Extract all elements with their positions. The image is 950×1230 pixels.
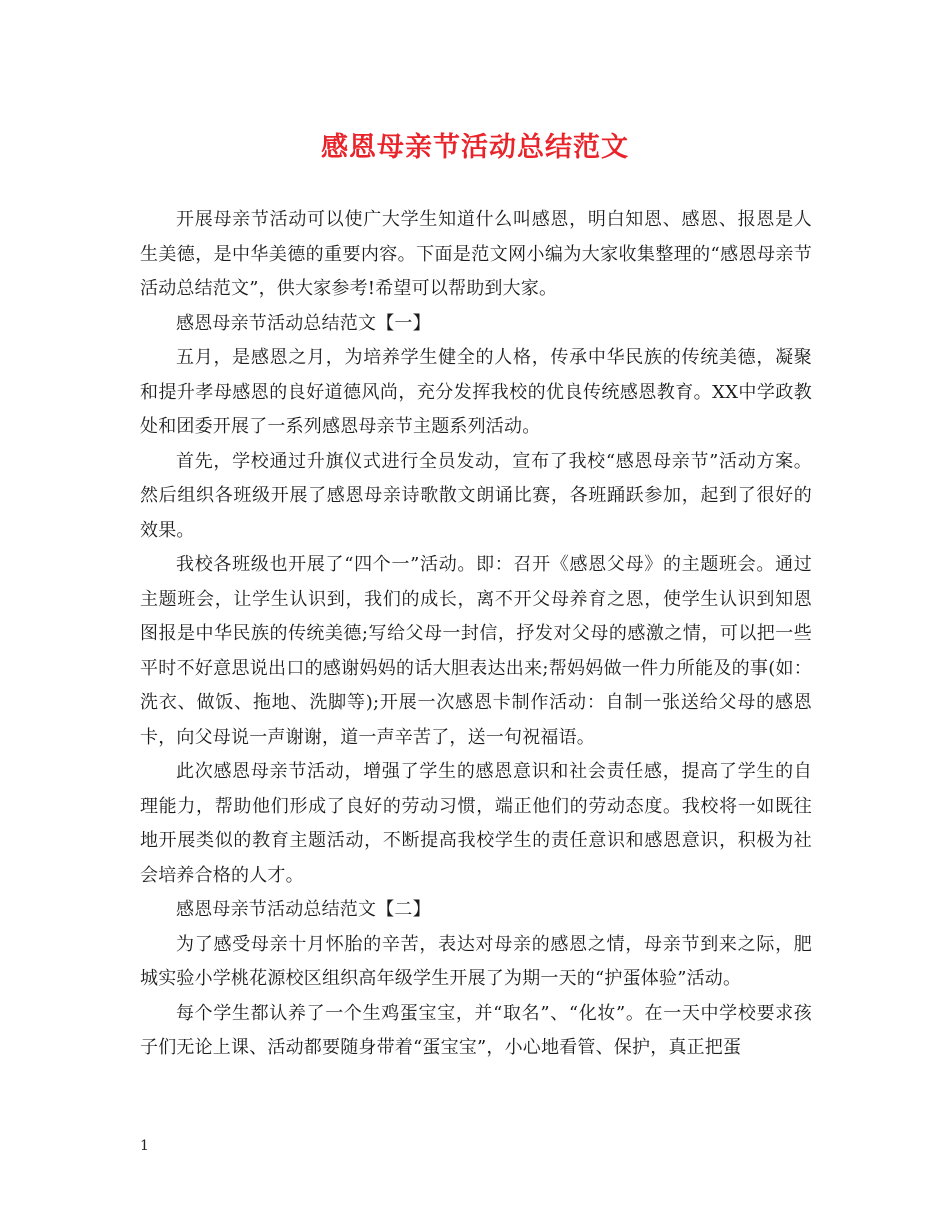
body-paragraph: 五月，是感恩之月，为培养学生健全的人格，传承中华民族的传统美德，凝聚和提升孝母感恩的良好道德风尚，充分发挥我校的优良传统感恩教育。XX中学政教处和团委开展了一系列感恩母亲节主题系列活动。 (140, 347, 812, 437)
body-paragraph: 此次感恩母亲节活动，增强了学生的感恩意识和社会责任感，提高了学生的自理能力，帮助他们形成了良好的劳动习惯，端正他们的劳动态度。我校将一如既往地开展类似的教育主题活动，不断提高我校学生的责任意识和感恩意识，积极为社会培养合格的人才。 (140, 761, 812, 886)
section-heading-1: 感恩母亲节活动总结范文【一】 (176, 312, 431, 334)
document-body (140, 203, 812, 1066)
intro-paragraph: 开展母亲节活动可以使广大学生知道什么叫感恩，明白知恩、感恩、报恩是人生美德，是中华美德的重要内容。下面是范文网小编为大家收集整理的“感恩母亲节活动总结范文”，供大家参考!希望可以帮助到大家。 (140, 209, 812, 299)
section-heading-2: 感恩母亲节活动总结范文【二】 (176, 899, 431, 920)
body-paragraph: 首先，学校通过升旗仪式进行全员发动，宣布了我校“感恩母亲节”活动方案。然后组织各班级开展了感恩母亲诗歌散文朗诵比赛，各班踊跃参加，起到了很好的效果。 (140, 450, 812, 541)
page-number: 1 (140, 1138, 149, 1154)
body-paragraph: 每个学生都认养了一个生鸡蛋宝宝，并“取名”、“化妆”。在一天中学校要求孩子们无论上课、活动都要随身带着“蛋宝宝”，小心地看管、保护，真正把蛋 (140, 1002, 812, 1058)
body-paragraph: 为了感受母亲十月怀胎的辛苦，表达对母亲的感恩之情，母亲节到来之际，肥城实验小学桃花源校区组织高年级学生开展了为期一天的“护蛋体验”活动。 (140, 933, 812, 989)
document-title: 感恩母亲节活动总结范文 (321, 132, 629, 163)
body-paragraph: 我校各班级也开展了“四个一”活动。即：召开《感恩父母》的主题班会。通过主题班会，让学生认识到，我们的成长，离不开父母养育之恩，使学生认识到知恩图报是中华民族的传统美德;写给父母一封信，抒发对父母的感激之情，可以把一些平时不好意思说出口的感谢妈妈的话大胆表达出来;帮妈妈做一件力所能及的事(如：洗衣、做饭、拖地、洗脚等);开展一次感恩卡制作活动：自制一张送给父母的感恩卡，向父母说一声谢谢，道一声辛苦了，送一句祝福语。 (140, 554, 812, 748)
